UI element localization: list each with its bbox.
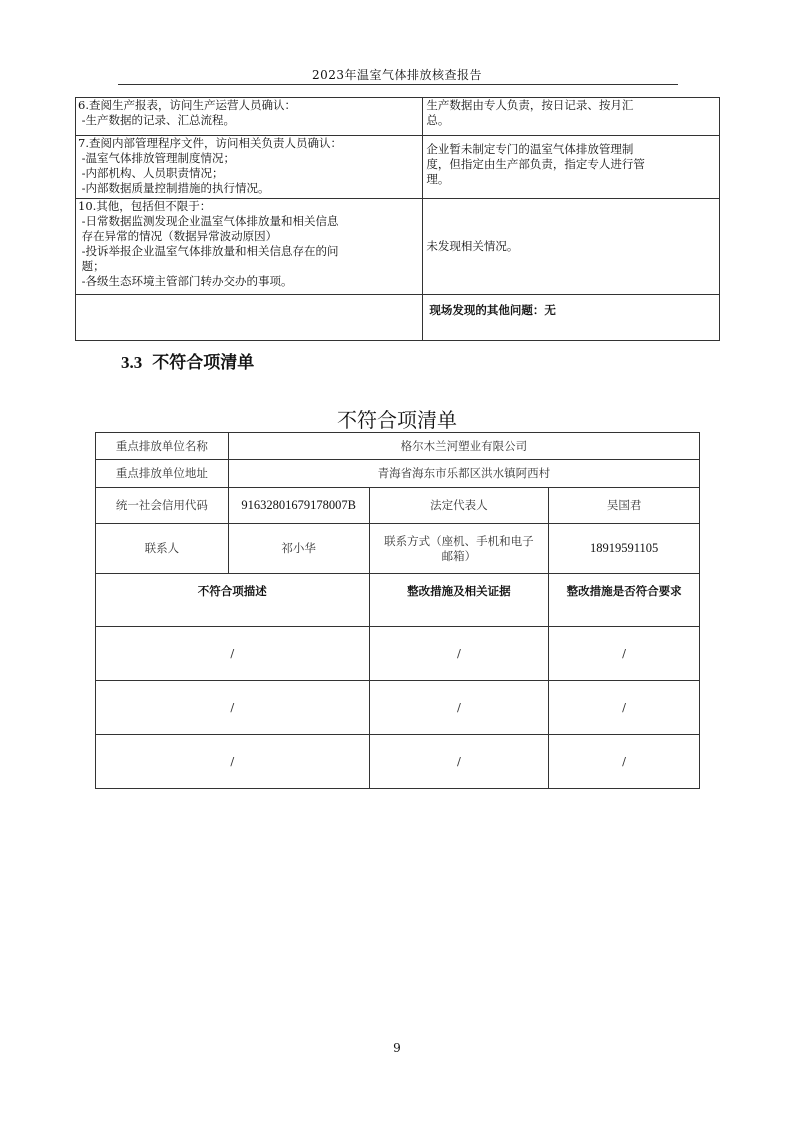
cell-line: 度，但指定由生产部负责，指定专人进行管 <box>426 157 645 171</box>
other-issues-text: 现场发现的其他问题：无 <box>429 303 556 317</box>
legal-rep-value: 吴国君 <box>549 488 700 524</box>
cell-line: -各级生态环境主管部门转办交办的事项。 <box>78 274 293 288</box>
cell-line: -内部数据质量控制措施的执行情况。 <box>78 181 270 195</box>
header-compliance: 整改措施是否符合要求 <box>549 574 700 627</box>
nc-compliance: / <box>549 627 700 681</box>
table-row <box>96 460 700 488</box>
table-row <box>76 295 720 341</box>
header-divider <box>118 84 678 85</box>
contact-method-value: 18919591105 <box>549 524 700 574</box>
finding-cell <box>423 98 720 136</box>
finding-cell <box>423 199 720 295</box>
credit-code-label: 统一社会信用代码 <box>96 488 229 524</box>
cell-line: -日常数据监测发现企业温室气体排放量和相关信息 <box>78 214 339 228</box>
cell-line: 理。 <box>426 172 450 186</box>
nc-description: / <box>96 735 370 789</box>
cell-line: 总。 <box>426 113 450 127</box>
cell-line: 生产数据由专人负责，按日记录、按月汇 <box>426 98 634 112</box>
section-title: 不符合项清单 <box>152 353 255 373</box>
address-value: 青海省海东市乐都区洪水镇阿西村 <box>228 460 699 488</box>
nc-description: / <box>96 627 370 681</box>
cell-line: -内部机构、人员职责情况； <box>78 166 224 180</box>
table-row <box>96 433 700 460</box>
table-row <box>76 199 720 295</box>
other-issues-cell <box>423 295 720 341</box>
verification-table <box>75 97 720 341</box>
contact-value: 祁小华 <box>228 524 369 574</box>
header-measures: 整改措施及相关证据 <box>369 574 549 627</box>
cell-line: 题； <box>78 259 105 273</box>
cell-line: -投诉举报企业温室气体排放量和相关信息存在的问 <box>78 244 339 258</box>
contact-method-label: 联系方式（座机、手机和电子邮箱） <box>369 524 549 574</box>
contact-label: 联系人 <box>96 524 229 574</box>
unit-name-label: 重点排放单位名称 <box>96 433 229 460</box>
table-row <box>96 735 700 789</box>
section-number: 3.3 <box>121 353 143 372</box>
legal-rep-label: 法定代表人 <box>369 488 549 524</box>
finding-cell <box>423 136 720 199</box>
section-heading <box>121 348 254 373</box>
check-item-cell <box>76 98 423 136</box>
check-item-cell <box>76 199 423 295</box>
table-row <box>76 136 720 199</box>
table-row <box>76 98 720 136</box>
header-description: 不符合项描述 <box>96 574 370 627</box>
cell-line: 6.查阅生产报表，访问生产运营人员确认： <box>78 98 296 112</box>
nc-measures: / <box>369 627 549 681</box>
cell-line: 未发现相关情况。 <box>426 239 519 253</box>
address-label: 重点排放单位地址 <box>96 460 229 488</box>
nc-measures: / <box>369 681 549 735</box>
check-item-cell <box>76 136 423 199</box>
cell-line: -生产数据的记录、汇总流程。 <box>78 113 236 127</box>
unit-name-value: 格尔木兰河塑业有限公司 <box>228 433 699 460</box>
table-row <box>96 627 700 681</box>
page-number: 9 <box>393 1041 401 1055</box>
cell-line: 7.查阅内部管理程序文件，访问相关负责人员确认： <box>78 136 342 150</box>
page-header: 2023年温室气体排放核查报告 <box>311 68 483 82</box>
cell-line: -温室气体排放管理制度情况； <box>78 151 236 165</box>
nc-compliance: / <box>549 735 700 789</box>
credit-code-value: 91632801679178007B <box>228 488 369 524</box>
cell-line: 企业暂未制定专门的温室气体排放管理制 <box>426 142 634 156</box>
empty-cell <box>76 295 423 341</box>
table-row <box>96 488 700 524</box>
table-title: 不符合项清单 <box>337 408 457 432</box>
nc-measures: / <box>369 735 549 789</box>
nonconformity-table <box>95 432 700 789</box>
table-row <box>96 574 700 627</box>
table-row <box>96 681 700 735</box>
table-row <box>96 524 700 574</box>
nc-description: / <box>96 681 370 735</box>
cell-line: 10.其他，包括但不限于： <box>78 199 212 213</box>
nc-compliance: / <box>549 681 700 735</box>
cell-line: 存在异常的情况（数据异常波动原因） <box>78 229 278 243</box>
